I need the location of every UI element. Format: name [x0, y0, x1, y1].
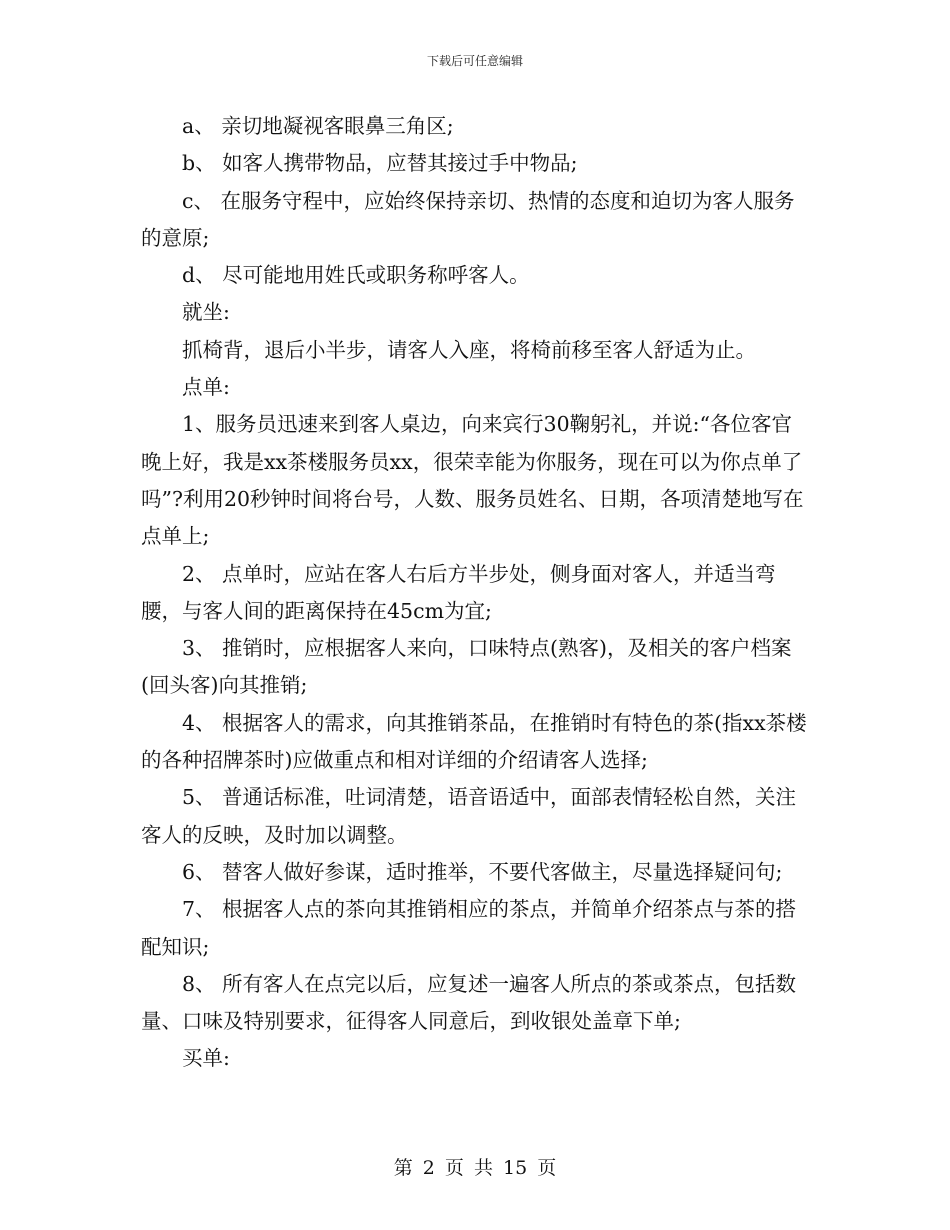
section-heading-ordering: 点单: — [182, 375, 230, 400]
section-heading-seating: 就坐: — [182, 300, 230, 325]
paragraph-item-d: d、 尽可能地用姓氏或职务称呼客人。 — [182, 263, 530, 288]
paragraph-order-step-7: 7、 根据客人点的茶向其推销相应的茶点，并简单介绍茶点与茶的搭配知识; — [141, 897, 797, 959]
paragraph-order-step-8: 8、 所有客人在点完以后，应复述一遍客人所点的茶或茶点，包括数量、口味及特别要求，征得客人同意后，到收银处盖章下单; — [141, 971, 797, 1034]
page-number-footer: 第 2 页 共 15 页 — [393, 1157, 557, 1179]
paragraph-order-step-6: 6、 替客人做好参谋，适时推举，不要代客做主，尽量选择疑问句; — [182, 859, 783, 884]
paragraph-order-step-5: 5、 普通话标准，吐词清楚，语音语适中，面部表情轻松自然，关注客人的反映，及时加以调整。 — [141, 785, 797, 847]
paragraph-item-b: b、 如客人携带物品，应替其接过手中物品; — [182, 151, 578, 176]
document-body — [141, 108, 811, 1078]
paragraph-item-a: a、 亲切地凝视客眼鼻三角区; — [182, 114, 454, 138]
paragraph-order-step-1: 1、服务员迅速来到客人桌边，向来宾行30鞠躬礼，并说:“各位客官晚上好，我是xx茶楼服务员xx，很荣幸能为你服务，现在可以为你点单了吗”?利用20秒钟时间将台号，人数、服务员姓名、日期，各项清楚地写在点单上; — [141, 412, 804, 549]
paragraph-order-step-4: 4、 根据客人的需求，向其推销茶品，在推销时有特色的茶(指xx茶楼的各种招牌茶时)应做重点和相对详细的介绍请客人选择; — [141, 710, 807, 773]
paragraph-order-step-3: 3、 推销时，应根据客人来向，口味特点(熟客)，及相关的客户档案(回头客)向其推销; — [141, 636, 792, 698]
section-heading-checkout: 买单: — [182, 1046, 230, 1071]
paragraph-order-step-2: 2、 点单时，应站在客人右后方半步处，侧身面对客人，并适当弯腰，与客人间的距离保持在45cm为宜; — [141, 561, 776, 623]
paragraph-item-c: c、 在服务守程中，应始终保持亲切、热情的态度和迫切为客人服务的意原; — [141, 188, 795, 250]
page-header-note: 下载后可任意编辑 — [426, 54, 523, 68]
paragraph-seating: 抓椅背，退后小半步，请客人入座，将椅前移至客人舒适为止。 — [182, 337, 756, 362]
